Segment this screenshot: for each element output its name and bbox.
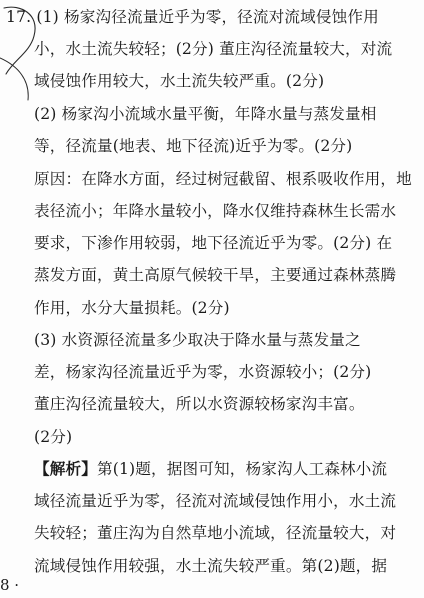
page-number: 8 ·: [0, 576, 20, 594]
analysis-line-4: 流域侵蚀作用较强，水土流失较严重。第(2)题，据: [34, 557, 388, 575]
analysis-line-1: [34, 456, 420, 482]
answer-line-8: 要求，下渗作用较弱，地下径流近乎为零。(2分) 在: [34, 234, 393, 252]
analysis-tag: 【解析】: [34, 459, 97, 478]
answer-line-1: 17. (1) 杨家沟径流量近乎为零，径流对流域侵蚀作用: [6, 8, 379, 26]
answer-line-5: 等，径流量(地表、地下径流)近乎为零。(2分): [34, 137, 353, 155]
answer-line-12: 差，杨家沟径流量近乎为零，水资源较小；(2分): [34, 363, 372, 381]
analysis-line-2: 域径流量近乎为零，径流对流域侵蚀作用小，水土流: [34, 492, 397, 510]
answer-line-6: 原因：在降水方面，经过树冠截留、根系吸收作用，地: [34, 170, 412, 188]
answer-line-10: 作用，水分大量损耗。(2分): [34, 299, 230, 317]
answer-line-13: 董庄沟径流量较大，所以水资源较杨家沟丰富。: [34, 395, 365, 413]
answer-line-7: 表径流小；年降水量较小，降水仅维持森林生长需水: [34, 202, 397, 220]
answer-line-14: (2分): [34, 428, 73, 446]
analysis-first-line: 第(1)题，据图可知，杨家沟人工森林小流: [96, 460, 388, 478]
answer-line-3: 域侵蚀作用较大，水土流失较严重。(2分): [34, 72, 325, 90]
analysis-line-3: 失较轻；董庄沟为自然草地小流域，径流量较大，对: [34, 524, 397, 542]
answer-line-4: (2) 杨家沟小流域水量平衡，年降水量与蒸发量相: [34, 105, 377, 123]
answer-line-11: (3) 水资源径流量多少取决于降水量与蒸发量之: [34, 331, 361, 349]
answer-line-9: 蒸发方面，黄土高原气候较干旱，主要通过森林蒸腾: [34, 266, 397, 284]
answer-line-2: 小，水土流失较轻；(2分) 董庄沟径流量较大，对流: [34, 40, 393, 58]
